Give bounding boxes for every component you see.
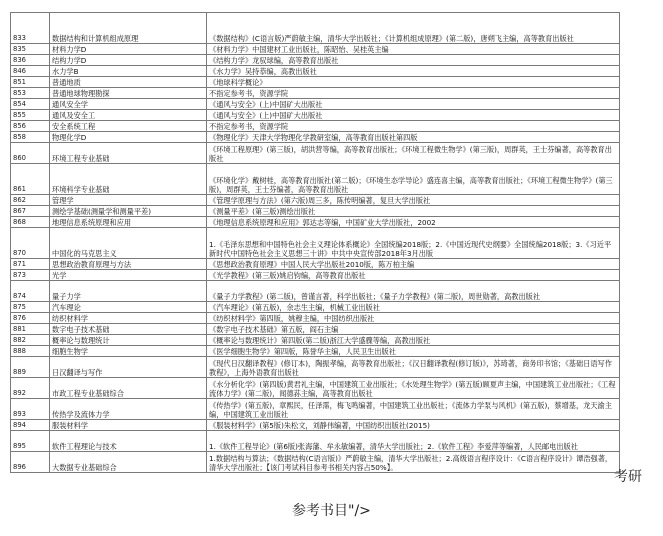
reference-books-cell: 《概率论与数理统计》第四版(第二版)浙江大学盛骤等编，高教出版社	[207, 335, 620, 346]
reference-books-cell: 《传热学》(第五版)，章熙民，任泽霈，梅飞鸣编著，中国建筑工业出版社；《流体力学泵与风机》(第五版)，蔡增基，龙天渝主编，中国建筑工业出版社	[207, 399, 620, 420]
subject-code-cell: 860	[11, 143, 50, 164]
table-row	[11, 121, 620, 132]
subject-name-cell: 数据结构和计算机组成原理	[50, 13, 207, 44]
subject-name-cell: 光学	[50, 270, 207, 281]
subject-code-cell: 853	[11, 88, 50, 99]
trailing-text: 考研	[614, 469, 642, 485]
subject-name-cell: 纺织材料学	[50, 313, 207, 324]
reference-books-cell: 《汽车理论》(第五版)，余志生主编，机械工业出版社	[207, 302, 620, 313]
image-caption: 参考书目"/>	[292, 503, 371, 519]
subject-name-cell: 测绘学基础(测量学和测量平差)	[50, 206, 207, 217]
subject-name-cell: 安全系统工程	[50, 121, 207, 132]
subject-name-cell: 水力学B	[50, 66, 207, 77]
reference-books-cell: 《通风与安全》(上)中国矿大出版社	[207, 110, 620, 121]
subject-name-cell: 通风及安全工	[50, 110, 207, 121]
reference-books-cell: 《量子力学教程》(第二版)，曾谨言著，科学出版社；《量子力学教程》(第二版)，周世勋著，高教出版社	[207, 281, 620, 302]
reference-books-cell: 《结构力学》龙驭球编，高等教育出版社	[207, 55, 620, 66]
table-row	[11, 399, 620, 420]
subject-name-cell: 汽车理论	[50, 302, 207, 313]
table-row	[11, 206, 620, 217]
subject-code-cell: 892	[11, 378, 50, 399]
table-row	[11, 195, 620, 206]
table-row	[11, 346, 620, 357]
subject-code-cell: 870	[11, 228, 50, 259]
reference-books-cell: 《地理信息系统原理和应用》郭达志等编，中国矿业大学出版社，2002	[207, 217, 620, 228]
subject-name-cell: 概率论与数理统计	[50, 335, 207, 346]
subject-code-cell: 851	[11, 77, 50, 88]
subject-name-cell: 服装材料学	[50, 420, 207, 431]
table-row	[11, 44, 620, 55]
subject-name-cell: 管理学	[50, 195, 207, 206]
reference-books-cell: 《水力学》吴持恭编，高教出版社	[207, 66, 620, 77]
table-row	[11, 99, 620, 110]
subject-code-cell: 855	[11, 110, 50, 121]
subject-name-cell: 软件工程理论与技术	[50, 431, 207, 452]
reference-books-cell: 《水分析化学》(第四版)黄君礼主编，中国建筑工业出版社；《水处理生物学》(第五版)顾夏声主编，中国建筑工业出版社；《工程流体力学》(第二版)，闻德荪主编，高等教育出版社	[207, 378, 620, 399]
table-row	[11, 420, 620, 431]
subject-name-cell: 普通地质	[50, 77, 207, 88]
reference-books-cell: 1.数据结构与算法；《数据结构(C语言版)》严蔚敏主编，清华大学出版社；2.高级语言程序设计：《C语言程序设计》谭浩强著，清华大学出版社；【该门考试科目参考书相关内容占50%】。	[207, 452, 620, 473]
subject-code-cell: 835	[11, 44, 50, 55]
table-body	[11, 13, 620, 473]
subject-code-cell: 846	[11, 66, 50, 77]
reference-books-cell: 《测量平差》(第三版)测绘出版社	[207, 206, 620, 217]
table-row	[11, 270, 620, 281]
reference-books-cell: 1.《毛泽东思想和中国特色社会主义理论体系概论》全国统编2018版；2.《中国近现代史纲要》全国统编2018版；3.《习近平新时代中国特色社会主义思想三十讲》中共中央宣传部2018年3月出版	[207, 228, 620, 259]
reference-books-cell: 《环境工程原理》(第三版)，胡洪营等编，高等教育出版社；《环境工程微生物学》(第三版)，周群英，王士芬编著，高等教育出版社	[207, 143, 620, 164]
subject-name-cell: 大数据专业基础综合	[50, 452, 207, 473]
table-row	[11, 88, 620, 99]
subject-code-cell: 858	[11, 132, 50, 143]
subject-name-cell: 普通地球物理勘探	[50, 88, 207, 99]
table-row	[11, 259, 620, 270]
subject-name-cell: 日汉翻译与写作	[50, 357, 207, 378]
subject-code-cell: 882	[11, 335, 50, 346]
subject-code-cell: 893	[11, 399, 50, 420]
subject-name-cell: 中国化的马克思主义	[50, 228, 207, 259]
subject-name-cell: 数字电子技术基础	[50, 324, 207, 335]
subject-code-cell: 875	[11, 302, 50, 313]
table-row	[11, 55, 620, 66]
subject-code-cell: 856	[11, 121, 50, 132]
reference-books-cell: 《物理化学》天津大学物理化学教研室编，高等教育出版社第四版	[207, 132, 620, 143]
subject-code-cell: 862	[11, 195, 50, 206]
subject-name-cell: 传热学及流体力学	[50, 399, 207, 420]
reference-books-cell: 《材料力学》中国建材工业出版社，陈昭怡、吴桂英主编	[207, 44, 620, 55]
reference-books-cell: 《光学教程》(第三版)姚启钧编，高等教育出版社	[207, 270, 620, 281]
table-row	[11, 335, 620, 346]
reference-books-cell: 《数据结构》(C语言版)严蔚敏主编，清华大学出版社；《计算机组成原理》(第二版)，唐朔飞主编，高等教育出版社	[207, 13, 620, 44]
table-row	[11, 132, 620, 143]
subject-name-cell: 细胞生物学	[50, 346, 207, 357]
table-row	[11, 302, 620, 313]
reference-books-cell: 《医学细胞生物学》第四版，陈誉华主编，人民卫生出版社	[207, 346, 620, 357]
subject-code-cell: 861	[11, 164, 50, 195]
subject-code-cell: 833	[11, 13, 50, 44]
subject-name-cell: 材料力学D	[50, 44, 207, 55]
reference-books-cell: 《管理学原理与方法》(第六版)周三多，陈传明编著，复旦大学出版社	[207, 195, 620, 206]
table-row	[11, 110, 620, 121]
subject-code-cell: 867	[11, 206, 50, 217]
subject-name-cell: 结构力学D	[50, 55, 207, 66]
reference-book-table	[10, 12, 620, 473]
reference-books-cell: 《思想政治教育原理》中国人民大学出版社2010版，陈万柏主编	[207, 259, 620, 270]
reference-books-cell: 《纺织材料学》第四版，姚穆主编，中国纺织出版社	[207, 313, 620, 324]
subject-code-cell: 894	[11, 420, 50, 431]
reference-books-cell: 不指定参考书，资源学院	[207, 88, 620, 99]
subject-code-cell: 895	[11, 431, 50, 452]
reference-books-cell: 《数字电子技术基础》第五版，阎石主编	[207, 324, 620, 335]
reference-books-cell: 不指定参考书，资源学院	[207, 121, 620, 132]
table-row	[11, 164, 620, 195]
table-row	[11, 217, 620, 228]
subject-code-cell: 836	[11, 55, 50, 66]
reference-books-cell: 1.《软件工程导论》(第6版)张海藩、牟永敏编著，清华大学出版社；2.《软件工程》李爱萍等编著，人民邮电出版社	[207, 431, 620, 452]
subject-code-cell: 896	[11, 452, 50, 473]
table-row	[11, 77, 620, 88]
table-row	[11, 13, 620, 44]
subject-code-cell: 871	[11, 259, 50, 270]
table-row	[11, 452, 620, 473]
reference-books-cell: 《通风与安全》(上)中国矿大出版社	[207, 99, 620, 110]
subject-code-cell: 873	[11, 270, 50, 281]
subject-name-cell: 环境科学专业基础	[50, 164, 207, 195]
subject-name-cell: 地理信息系统原理和应用	[50, 217, 207, 228]
table-row	[11, 143, 620, 164]
reference-books-cell: 《服装材料学》(第5版)朱松文，刘静伟编著，中国纺织出版社(2015)	[207, 420, 620, 431]
reference-table-image	[10, 12, 616, 473]
table-row	[11, 66, 620, 77]
reference-books-cell: 《环境化学》戴树桂，高等教育出版社(第二版)；《环境生态学导论》盛连喜主编，高等教育出版社；《环境工程微生物学》(第三版)，周群英，王士芬编著，高等教育出版社	[207, 164, 620, 195]
table-row	[11, 378, 620, 399]
subject-name-cell: 量子力学	[50, 281, 207, 302]
table-row	[11, 357, 620, 378]
subject-code-cell: 876	[11, 313, 50, 324]
subject-code-cell: 854	[11, 99, 50, 110]
table-row	[11, 313, 620, 324]
subject-code-cell: 888	[11, 346, 50, 357]
subject-name-cell: 通风安全学	[50, 99, 207, 110]
table-row	[11, 228, 620, 259]
reference-books-cell: 《现代日汉翻译教程》(修订本)，陶振孝编，高等教育出版社；《汉日翻译教程(修订版)》，苏琦著，商务印书馆；《基础日语写作教程》，上海外语教育出版社	[207, 357, 620, 378]
subject-name-cell: 市政工程专业基础综合	[50, 378, 207, 399]
subject-name-cell: 环境工程专业基础	[50, 143, 207, 164]
reference-books-cell: 《地球科学概论》	[207, 77, 620, 88]
subject-code-cell: 889	[11, 357, 50, 378]
subject-code-cell: 881	[11, 324, 50, 335]
subject-code-cell: 874	[11, 281, 50, 302]
subject-code-cell: 868	[11, 217, 50, 228]
table-row	[11, 431, 620, 452]
table-row	[11, 324, 620, 335]
table-row	[11, 281, 620, 302]
subject-name-cell: 物理化学D	[50, 132, 207, 143]
subject-name-cell: 思想政治教育原理与方法	[50, 259, 207, 270]
